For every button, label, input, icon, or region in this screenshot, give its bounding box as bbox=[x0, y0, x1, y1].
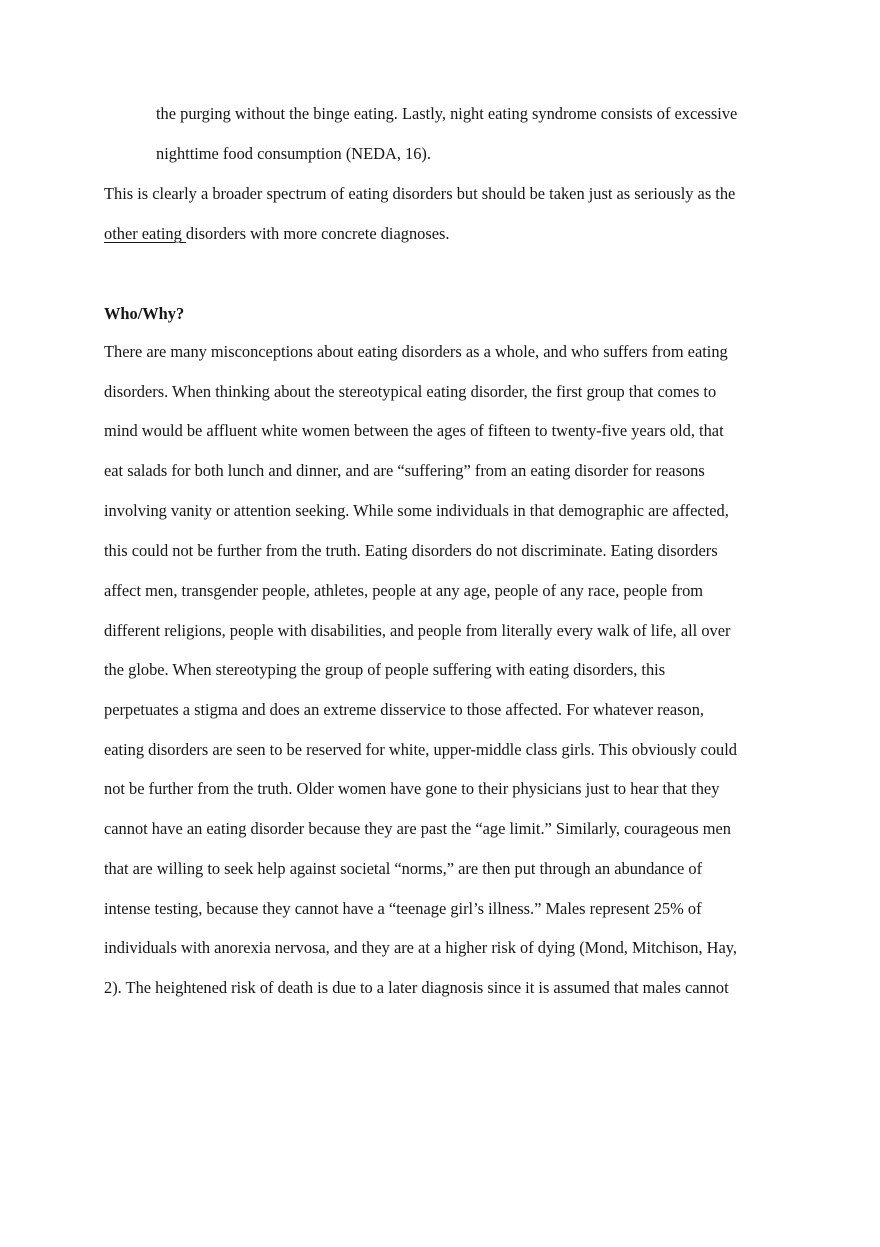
body-line: not be further from the truth. Older women have gone to their physicians just to hear that they bbox=[104, 779, 720, 798]
underlined-text: other eating bbox=[104, 224, 186, 243]
body-line: cannot have an eating disorder because they are past the “age limit.” Similarly, courageous men bbox=[104, 819, 732, 838]
body-line: involving vanity or attention seeking. While some individuals in that demographic are affected, bbox=[104, 501, 729, 520]
body-line: intense testing, because they cannot have a “teenage girl’s illness.” Males represent 25% of bbox=[104, 899, 702, 918]
quote-line: nighttime food consumption (NEDA, 16). bbox=[156, 144, 431, 163]
body-line: eating disorders are seen to be reserved for white, upper-middle class girls. This obviously could bbox=[104, 740, 737, 759]
body-line: mind would be affluent white women between the ages of fifteen to twenty-five years old, that bbox=[104, 421, 724, 440]
intro-paragraph-line bbox=[104, 224, 449, 244]
body-line: that are willing to seek help against societal “norms,” are then put through an abundance of bbox=[104, 859, 703, 878]
body-line: perpetuates a stigma and does an extreme disservice to those affected. For whatever reason, bbox=[104, 700, 705, 719]
body-line: There are many misconceptions about eating disorders as a whole, and who suffers from eating bbox=[104, 342, 728, 361]
body-line: eat salads for both lunch and dinner, and are “suffering” from an eating disorder for reasons bbox=[104, 461, 705, 480]
quote-line: the purging without the binge eating. Lastly, night eating syndrome consists of excessive bbox=[156, 104, 738, 123]
body-line: the globe. When stereotyping the group of people suffering with eating disorders, this bbox=[104, 660, 666, 679]
intro-paragraph-line: This is clearly a broader spectrum of eating disorders but should be taken just as seriously as the bbox=[104, 184, 736, 203]
intro-paragraph-text: disorders with more concrete diagnoses. bbox=[185, 224, 450, 243]
body-line: 2). The heightened risk of death is due to a later diagnosis since it is assumed that males cannot bbox=[104, 978, 729, 997]
body-line: different religions, people with disabilities, and people from literally every walk of life, all over bbox=[104, 621, 731, 640]
body-line: disorders. When thinking about the stereotypical eating disorder, the first group that comes to bbox=[104, 382, 717, 401]
body-line: individuals with anorexia nervosa, and they are at a higher risk of dying (Mond, Mitchison, Hay, bbox=[104, 938, 738, 957]
body-line: this could not be further from the truth. Eating disorders do not discriminate. Eating disorders bbox=[104, 541, 718, 560]
body-line: affect men, transgender people, athletes, people at any age, people of any race, people from bbox=[104, 581, 704, 600]
section-heading: Who/Why? bbox=[104, 304, 185, 323]
